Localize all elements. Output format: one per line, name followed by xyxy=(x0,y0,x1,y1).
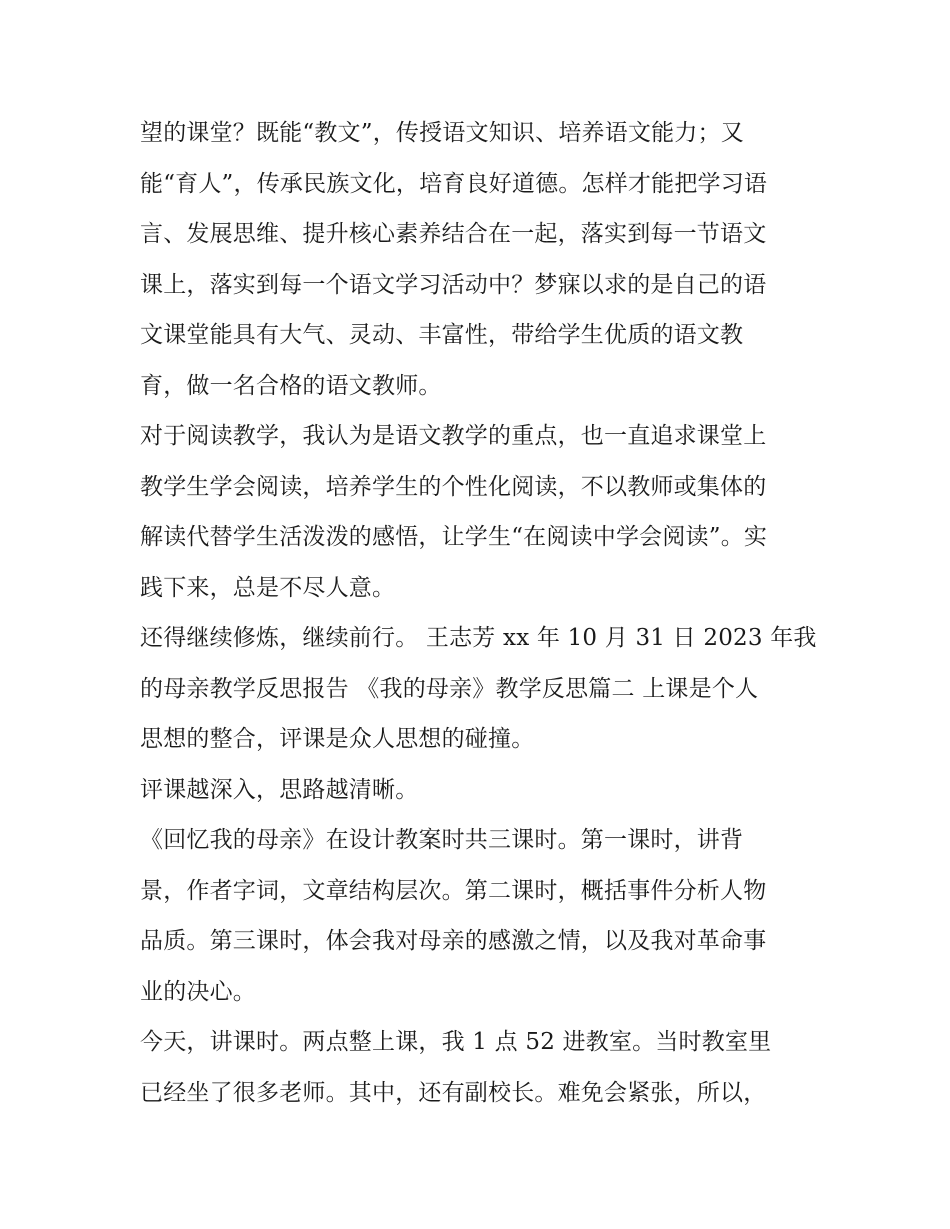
text-line: 课上，落实到每一个语文学习活动中？梦寐以求的是自己的语 xyxy=(140,271,767,298)
text-line: 业的决心。 xyxy=(140,978,256,1005)
text-line: 评课越深入，思路越清晰。 xyxy=(140,776,419,803)
text-line: 育，做一名合格的语文教师。 xyxy=(140,372,442,399)
text-line: 教学生学会阅读，培养学生的个性化阅读，不以教师或集体的 xyxy=(140,473,767,500)
text-line: 对于阅读教学，我认为是语文教学的重点，也一直追求课堂上 xyxy=(140,423,767,449)
text-line: 今天，讲课时。两点整上课，我 1 点 52 进教室。当时教室里 xyxy=(140,1029,772,1055)
text-line: 的母亲教学反思报告 《我的母亲》教学反思篇二 上课是个人 xyxy=(140,675,759,702)
text-line: 践下来，总是不尽人意。 xyxy=(140,574,396,601)
text-line: 思想的整合，评课是众人思想的碰撞。 xyxy=(140,726,535,752)
text-line: 望的课堂？既能“教文”，传授语文知识、培养语文能力；又 xyxy=(140,120,744,146)
text-line: 品质。第三课时，体会我对母亲的感激之情，以及我对革命事 xyxy=(140,928,767,954)
document-body xyxy=(140,108,820,1118)
text-line: 能“育人”，传承民族文化，培育良好道德。怎样才能把学习语 xyxy=(140,170,768,197)
text-line: 文课堂能具有大气、灵动、丰富性，带给学生优质的语文教 xyxy=(140,322,744,348)
text-line: 已经坐了很多老师。其中，还有副校长。难免会紧张，所以， xyxy=(140,1079,767,1106)
text-line: 言、发展思维、提升核心素养结合在一起，落实到每一节语文 xyxy=(140,221,767,247)
text-line: 解读代替学生活泼泼的感悟，让学生“在阅读中学会阅读”。实 xyxy=(140,524,768,550)
text-line: 还得继续修炼，继续前行。 王志芳 xx 年 10 月 31 日 2023 年我 xyxy=(140,625,817,651)
text-line: 景，作者字词，文章结构层次。第二课时，概括事件分析人物 xyxy=(140,877,767,904)
text-line: 《回忆我的母亲》在设计教案时共三课时。第一课时，讲背 xyxy=(140,827,744,853)
